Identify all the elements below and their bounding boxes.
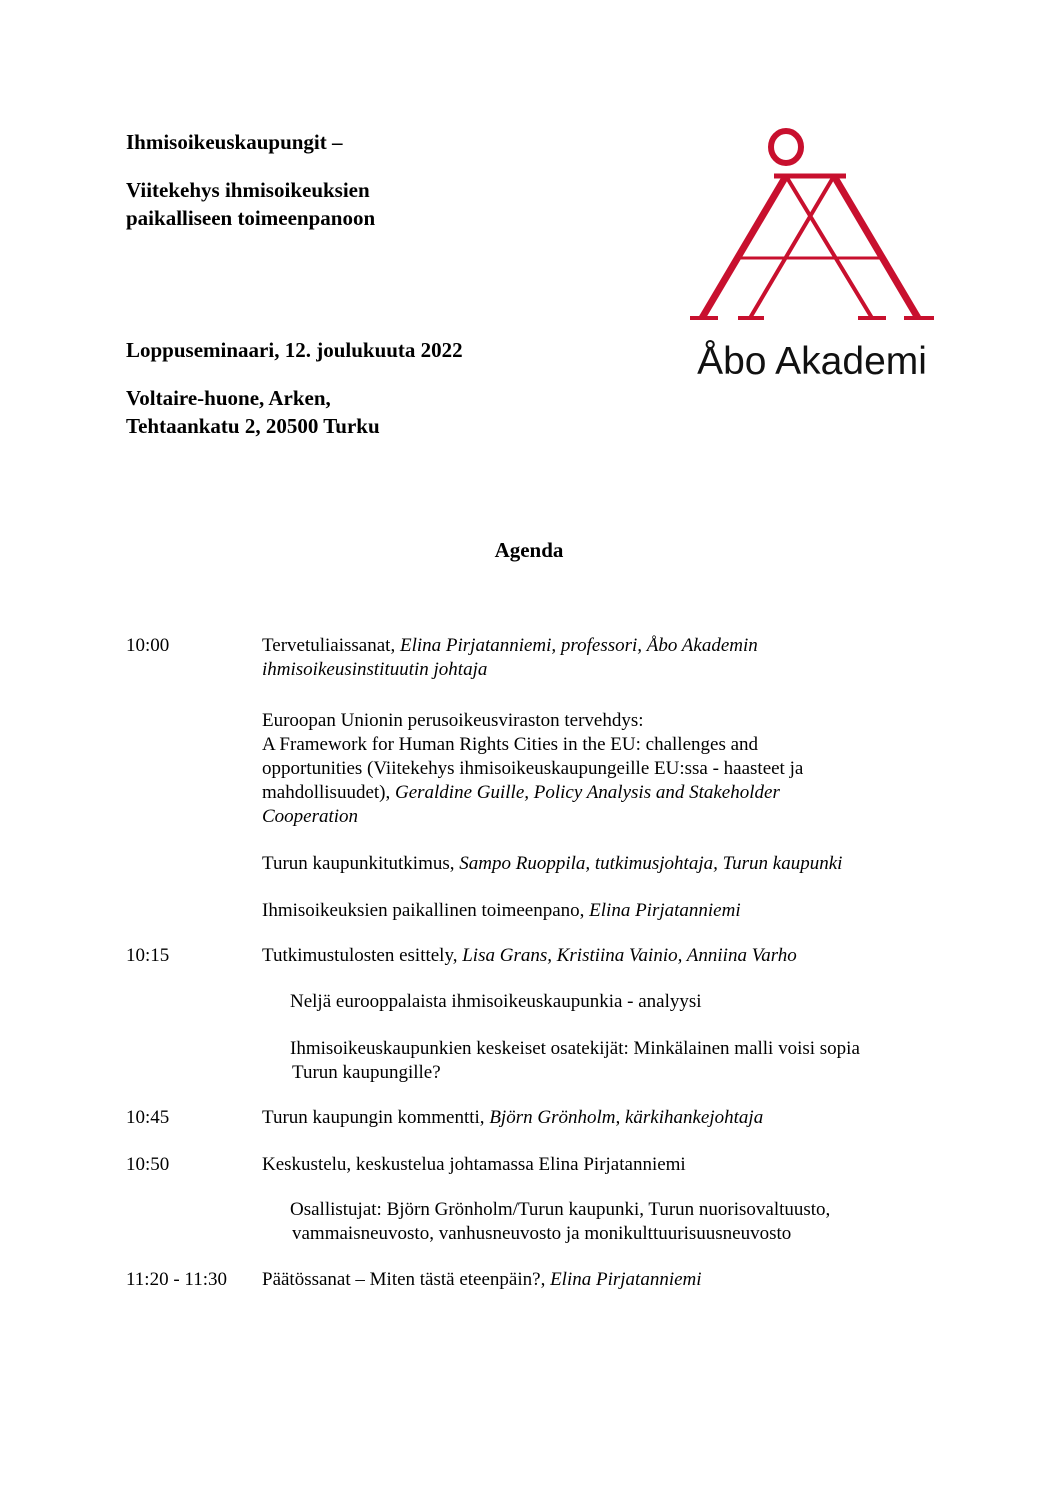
venue-line-1: Voltaire-huone, Arken, [126,386,331,410]
agenda-item-welcome: Tervetuliaissanat, Elina Pirjatanniemi, professori, Åbo Akademin ihmisoikeusinstituutin johtaja [262,635,758,680]
time-slot-1015: 10:15 [126,945,170,966]
agenda-item-fra-greeting: Euroopan Unionin perusoikeusviraston tervehdys: A Framework for Human Rights Cities in the EU: challenges and opportunities (Viitekehys ihmisoikeuskaupungeille EU:ssa - haasteet ja mahdollisuudet), Geraldine Guille, Policy Analysis and Stakeholder Cooperation [262,710,804,827]
time-slot-1120: 11:20 - 11:30 [126,1269,227,1290]
logo-wordmark: Åbo Akademi [697,340,927,383]
time-slot-1045: 10:45 [126,1107,170,1128]
agenda-item-discussion: Keskustelu, keskustelua johtamassa Elina Pirjatanniemi [262,1154,686,1175]
agenda-item-results: Tutkimustulosten esittely, Lisa Grans, Kristiina Vainio, Anniina Varho [262,945,797,966]
document-title-line-2: Viitekehys ihmisoikeuksien [126,178,370,202]
agenda-item-turku-research: Turun kaupunkitutkimus, Sampo Ruoppila, tutkimusjohtaja, Turun kaupunki [262,853,843,874]
agenda-subitem-participants: Osallistujat: Björn Grönholm/Turun kaupunki, Turun nuorisovaltuusto, vammaisneuvosto, vanhusneuvosto ja monikulttuurisuusneuvosto [290,1199,831,1244]
document-title-line-1: Ihmisoikeuskaupungit – [126,130,343,154]
agenda-item-closing: Päätössanat – Miten tästä eteenpäin?, Elina Pirjatanniemi [262,1269,702,1290]
event-date: Loppuseminaari, 12. joulukuuta 2022 [126,338,463,362]
abo-akademi-emblem-icon [684,118,940,338]
venue-line-2: Tehtaankatu 2, 20500 Turku [126,414,380,438]
agenda-subitem-key-components: Ihmisoikeuskaupunkien keskeiset osatekijät: Minkälainen malli voisi sopia Turun kaupungille? [290,1038,860,1083]
time-slot-1000: 10:00 [126,635,170,656]
agenda-heading: Agenda [494,538,564,562]
agenda-subitem-four-cities: Neljä eurooppalaista ihmisoikeuskaupunkia - analyysi [290,991,702,1012]
abo-akademi-logo [684,118,940,390]
agenda-item-local-implementation: Ihmisoikeuksien paikallinen toimeenpano, Elina Pirjatanniemi [262,900,741,921]
time-slot-1050: 10:50 [126,1154,170,1175]
document-title-line-3: paikalliseen toimeenpanoon [126,206,376,230]
agenda-item-city-comment: Turun kaupungin kommentti, Björn Grönholm, kärkihankejohtaja [262,1107,764,1128]
